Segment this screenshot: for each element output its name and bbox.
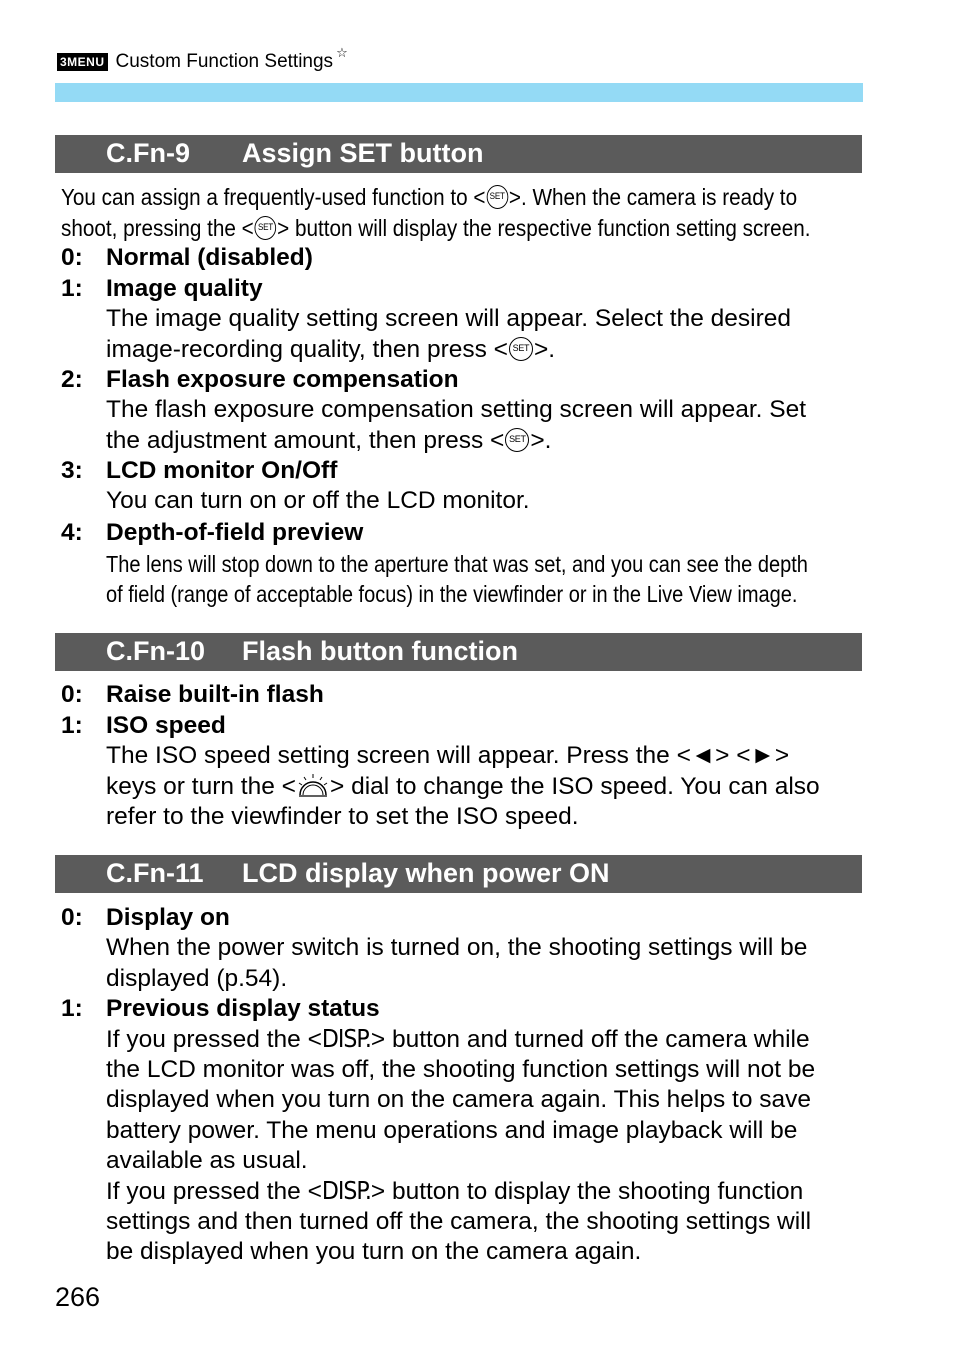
option-label: Display on <box>106 904 230 931</box>
option-label: Depth-of-field preview <box>106 519 364 546</box>
option-label: ISO speed <box>106 712 226 739</box>
intro-line <box>61 213 810 243</box>
option-description: The lens will stop down to the aperture that was set, and you can see the depth <box>106 551 808 577</box>
option-number: 0: <box>61 244 83 271</box>
option-description: The flash exposure compensation setting screen will appear. Set <box>106 396 807 423</box>
option-number: 1: <box>61 995 83 1022</box>
option-description: The image quality setting screen will appear. Select the desired <box>106 305 792 332</box>
option-description: image-recording quality, then press < SET >. <box>106 336 556 363</box>
header-divider <box>55 83 863 102</box>
option-label: Previous display status <box>106 995 380 1022</box>
section-header-cfn9 <box>55 135 862 173</box>
disp-button-icon: DISP. <box>321 1024 371 1053</box>
intro-line <box>61 182 797 212</box>
option-description: keys or turn the < > dial to change the ISO speed. You can also <box>106 773 820 800</box>
option-description: available as usual. <box>106 1147 308 1174</box>
option-description: You can turn on or off the LCD monitor. <box>106 487 530 514</box>
option-description: the adjustment amount, then press < SET >. <box>106 427 552 454</box>
option-label: Normal (disabled) <box>106 244 313 271</box>
option-description: displayed when you turn on the camera again. This helps to save <box>106 1086 812 1113</box>
option-description: The ISO speed setting screen will appear. Press the <◄> <►> <box>106 742 790 769</box>
option-number: 3: <box>61 457 83 484</box>
option-number: 0: <box>61 904 83 931</box>
section-title: Assign SET button <box>242 138 484 168</box>
option-label: Image quality <box>106 275 263 302</box>
option-label: LCD monitor On/Off <box>106 457 338 484</box>
option-description: If you pressed the <DISP.> button to display the shooting function <box>106 1176 804 1205</box>
left-arrow-icon: ◄ <box>690 742 716 769</box>
section-code: C.Fn-10 <box>106 636 206 666</box>
section-title: Flash button function <box>242 636 518 666</box>
section-header-cfn11 <box>55 855 862 893</box>
option-description: refer to the viewfinder to set the ISO speed. <box>106 803 579 830</box>
disp-button-icon: DISP. <box>321 1176 371 1205</box>
set-button-icon: SET <box>486 185 508 209</box>
section-header-cfn10 <box>55 633 862 671</box>
option-description: When the power switch is turned on, the shooting settings will be <box>106 934 808 961</box>
section-code: C.Fn-9 <box>106 138 190 168</box>
intro-text: You can assign a frequently-used function to < <box>61 184 486 210</box>
intro-text: shoot, pressing the < <box>61 215 254 241</box>
menu-icon: 3MENU <box>57 53 108 71</box>
option-description: be displayed when you turn on the camera again. <box>106 1238 642 1265</box>
intro-text: >. When the camera is ready to <box>508 184 798 210</box>
set-button-icon: SET <box>505 428 529 452</box>
option-description: of field (range of acceptable focus) in the viewfinder or in the Live View image. <box>106 581 798 607</box>
option-description: displayed (p.54). <box>106 965 288 992</box>
option-number: 1: <box>61 712 83 739</box>
option-description: If you pressed the <DISP.> button and turned off the camera while <box>106 1024 810 1053</box>
option-label: Raise built-in flash <box>106 681 324 708</box>
option-description: the LCD monitor was off, the shooting function settings will not be <box>106 1056 816 1083</box>
option-description: battery power. The menu operations and image playback will be <box>106 1117 798 1144</box>
right-arrow-icon: ► <box>750 742 775 769</box>
intro-text: > button will display the respective function setting screen. <box>277 215 811 241</box>
option-number: 1: <box>61 275 83 302</box>
section-code: C.Fn-11 <box>106 858 204 888</box>
header-title: Custom Function Settings <box>115 51 334 72</box>
option-number: 0: <box>61 681 83 708</box>
option-label: Flash exposure compensation <box>106 366 459 393</box>
page-header <box>57 45 348 74</box>
option-number: 2: <box>61 366 83 393</box>
set-button-icon: SET <box>255 216 277 240</box>
set-button-icon: SET <box>509 337 533 361</box>
main-dial-icon <box>296 771 330 799</box>
star-icon: ☆ <box>336 45 348 60</box>
option-number: 4: <box>61 519 83 546</box>
page-number: 266 <box>55 1282 101 1312</box>
option-description: settings and then turned off the camera, the shooting settings will <box>106 1208 812 1235</box>
section-title: LCD display when power ON <box>242 858 610 888</box>
